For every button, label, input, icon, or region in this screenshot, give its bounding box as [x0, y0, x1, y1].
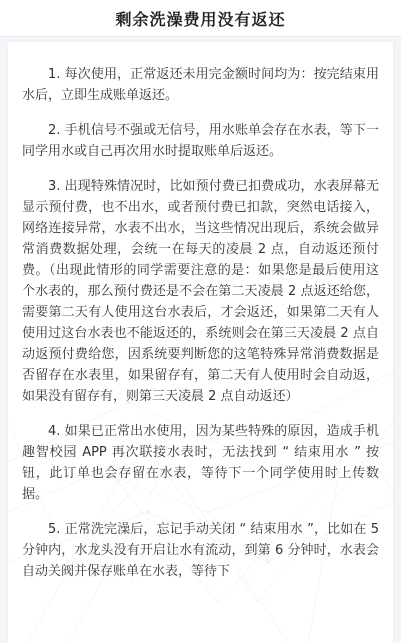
paragraph-3: 3. 出现特殊情况时，比如预付费已扣费成功，水表屏幕无显示预付费，也不出水，或者预付费已扣款，突然电话接入，网络连接异常，水表不出水，当这些情况出现后，系统会做异常消费数据处理，会统一在每天的凌晨 2 点，自动返还预付费。（出现此情形的同学需要注意的是：如果您是最后使用这个水表的，那么预付费还是不会在第二天凌晨 2 点返还给您，需要第二天有人使用这台水表后，才会返还，如果第二天有人使用过这台水表也不能返还的，系统则会在第三天凌晨 2 点自动返预付费给您，因系统要判断您的这笔特殊异常消费数据是否留存在水表里，如果留存有，第二天有人使用时会自动返，如果没有留存有，则第三天凌晨 2 点自动返还） — [22, 179, 379, 404]
paragraph-5: 5. 正常洗完澡后，忘记手动关闭 “ 结束用水 ”，比如在 5 分钟内，水龙头没有开启让水有流动，到第 6 分钟时，水表会自动关阀并保存账单在水表，等待下 — [22, 522, 379, 579]
paragraph-4: 4. 如果已正常出水使用，因为某些特殊的原因，造成手机趣智校园 APP 再次联接水表时，无法找到 “ 结束用水 ” 按钮，此订单也会存留在水表，等待下一个同学使用时上传数据。 — [22, 424, 379, 502]
header-bar — [0, 0, 401, 37]
article-card — [8, 42, 393, 643]
paragraph-1: 1. 每次使用，正常返还未用完金额时间均为：按完结束用水后，立即生成账单返还。 — [22, 67, 379, 103]
paragraph-2: 2. 手机信号不强或无信号，用水账单会存在水表，等下一同学用水或自己再次用水时提取账单后返还。 — [22, 123, 379, 159]
article-content — [8, 42, 393, 643]
page-title: 剩余洗澡费用没有返还 — [115, 9, 286, 29]
